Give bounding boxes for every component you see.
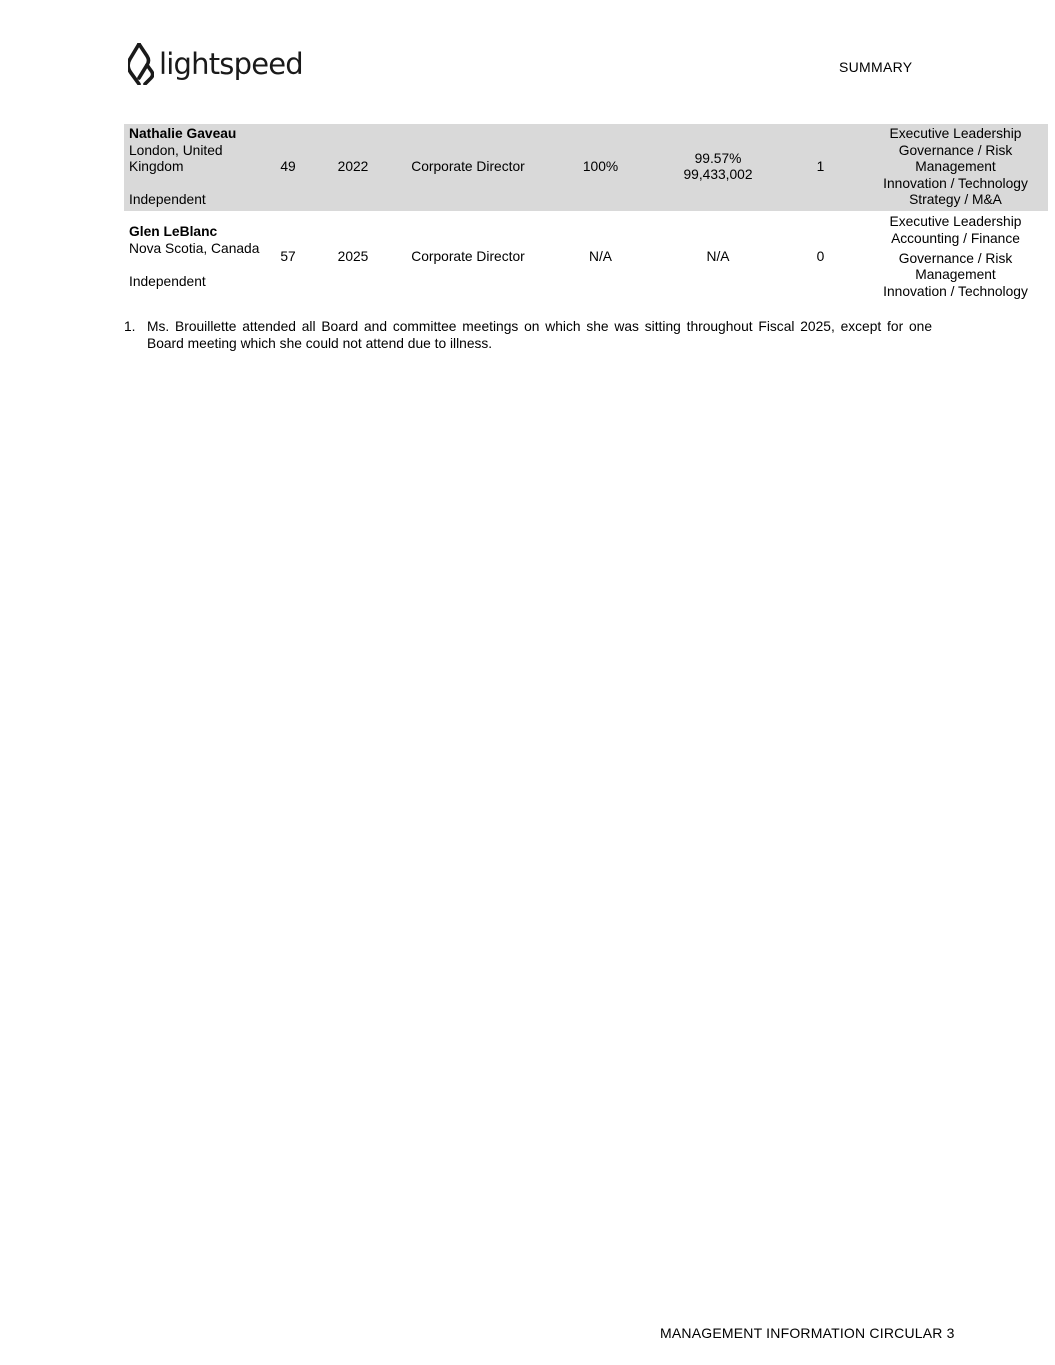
votes-cell: N/A	[706, 248, 730, 264]
nominee-cell	[124, 211, 263, 302]
nominee-name: Glen LeBlanc	[129, 224, 218, 240]
nominee-name: Nathalie Gaveau	[129, 126, 237, 141]
nominee-status: Independent	[129, 273, 206, 289]
nominee-status: Independent	[129, 192, 206, 208]
other-boards: 1	[778, 124, 863, 211]
brand-wordmark: lightspeed	[159, 46, 303, 81]
nominee-age: 49	[263, 124, 313, 211]
skills-cell	[863, 211, 1048, 302]
footnote	[124, 319, 932, 352]
nominee-location: London, United Kingdom	[129, 142, 223, 175]
skill-item: Accounting / Finance	[891, 230, 1020, 246]
nominee-table	[124, 124, 1048, 302]
flame-logo-icon	[128, 43, 154, 85]
skill-item: Executive Leadership	[889, 213, 1022, 229]
skill-item: Executive Leadership	[889, 126, 1022, 141]
skill-item: Strategy / M&A	[909, 192, 1002, 208]
other-boards: 0	[816, 248, 825, 264]
principal-occupation: Corporate Director	[393, 124, 543, 211]
director-since: 2022	[313, 124, 393, 211]
table-row	[124, 211, 1048, 302]
skill-item: Innovation / Technology	[883, 283, 1028, 299]
page-footer: MANAGEMENT INFORMATION CIRCULAR 3	[660, 1325, 955, 1341]
nominee-location: Nova Scotia, Canada	[129, 240, 260, 256]
skill-item: Innovation / Technology	[883, 175, 1028, 191]
principal-occupation: Corporate Director	[411, 248, 525, 264]
votes-count: 99,433,002	[683, 167, 753, 183]
votes-cell	[658, 124, 778, 211]
skill-item: Governance / Risk Management	[898, 250, 1013, 283]
lightspeed-logo	[128, 43, 303, 85]
director-since: 2025	[337, 248, 369, 264]
nominee-age: 57	[280, 248, 296, 264]
skills-cell	[863, 124, 1048, 211]
table-row	[124, 124, 1048, 211]
footnote-number: 1.	[124, 319, 136, 334]
nominee-cell	[124, 124, 263, 211]
meeting-attendance: N/A	[589, 248, 612, 264]
footnote-text: Ms. Brouillette attended all Board and committee meetings on which she was sitting throughout Fiscal 2025, except for one Board meeting which she could not attend due to illness.	[147, 319, 932, 351]
skill-item: Governance / Risk Management	[898, 142, 1013, 175]
section-label: SUMMARY	[839, 59, 913, 75]
meeting-attendance: 100%	[543, 124, 658, 211]
votes-percent: 99.57%	[694, 150, 742, 166]
